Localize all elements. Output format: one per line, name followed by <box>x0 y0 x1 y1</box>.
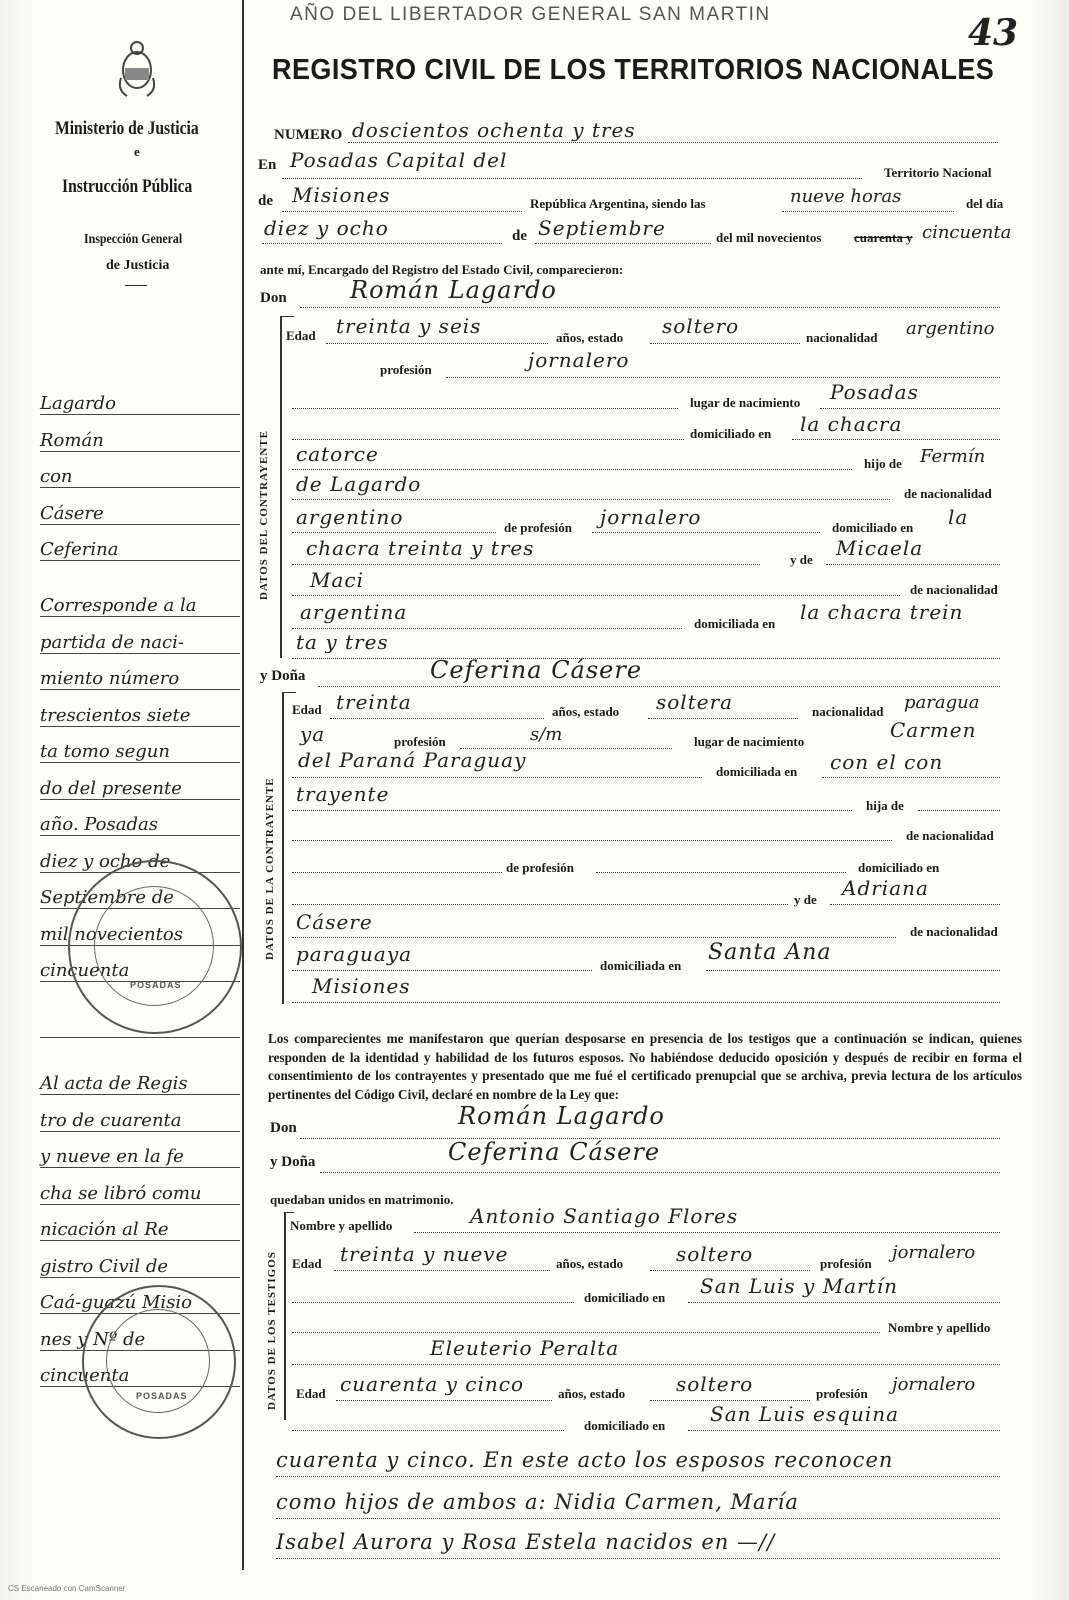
t2-prof: jornalero <box>892 1374 976 1395</box>
don-label: Don <box>260 290 287 306</box>
dia-value: diez y ocho <box>264 216 389 240</box>
f-madre-nac-label: de nacionalidad <box>910 924 998 939</box>
t-edad-label: Edad <box>292 1256 322 1271</box>
c-edad-line <box>326 341 548 344</box>
closing-rule-3 <box>276 1556 1000 1559</box>
c-domicilio-label: domiciliado en <box>690 426 772 441</box>
mes-line <box>535 241 711 244</box>
de-value: Misiones <box>292 183 391 207</box>
margin-note-line: Caá-guazú Misio <box>40 1292 240 1314</box>
c-lugar-value: Posadas <box>830 380 919 404</box>
margin-note-line: cincuenta <box>40 960 240 982</box>
f-lugar-value2: del Paraná Paraguay <box>298 748 527 772</box>
margin-note-line: ta tomo segun <box>40 741 240 763</box>
c-lugar-line-a <box>292 406 678 409</box>
c-dom-line-a <box>292 437 684 440</box>
ante-label: ante mí, Encargado del Registro del Estado Civil, comparecieron: <box>260 262 624 277</box>
de-line <box>282 209 522 212</box>
c-padre-value: Fermín <box>920 446 986 467</box>
t1-nombre: Antonio Santiago Flores <box>470 1204 739 1228</box>
c-padre-dom2: chacra treinta y tres <box>306 536 535 560</box>
t1-edad-line <box>334 1268 550 1271</box>
margin-note-line: miento número <box>40 668 240 690</box>
margin-note-line: Román <box>40 430 240 452</box>
f-dom-line <box>822 775 1000 778</box>
testigos-bracket-top <box>284 1212 294 1213</box>
horas-value: nueve horas <box>790 186 902 207</box>
divider <box>125 285 147 286</box>
f-edad-label: Edad <box>292 702 322 717</box>
c-madre-value2: Maci <box>310 568 364 592</box>
f-profesion-label: profesión <box>394 734 446 749</box>
t2-dom: San Luis esquina <box>710 1402 900 1426</box>
f-nac-value2: ya <box>300 722 326 746</box>
c-estado-line <box>650 341 800 344</box>
f-padre-nac-line <box>292 870 502 873</box>
testigos-bracket <box>284 1212 286 1420</box>
f-madre-nac-line <box>292 968 592 971</box>
ministry-line-2: e <box>134 144 140 159</box>
f-nac-value: paragua <box>904 692 980 713</box>
contrayente-side-label: DATOS DEL CONTRAYENTE <box>258 430 270 600</box>
c-lugar-line <box>820 406 1000 409</box>
f-dom2-line <box>292 808 852 811</box>
f-lugar-label: lugar de nacimiento <box>694 734 805 749</box>
margin-note-line <box>40 1037 240 1038</box>
c-madre-nac-label: de nacionalidad <box>910 582 998 597</box>
c-profesion-value: jornalero <box>528 348 630 372</box>
numero-value: doscientos ochenta y tres <box>352 118 636 142</box>
t1-dom-line <box>688 1300 1000 1303</box>
t2-dom-line-a <box>292 1428 564 1431</box>
coat-of-arms-icon <box>113 40 161 100</box>
margin-note-line: Cásere <box>40 503 240 525</box>
f-madre-dom-line <box>706 968 1000 971</box>
en-value: Posadas Capital del <box>290 148 508 172</box>
contrayente-bracket-top <box>280 316 294 317</box>
c-lugar-label: lugar de nacimiento <box>690 395 801 410</box>
f-dom-label: domiciliada en <box>716 764 798 779</box>
f-dom-value: con el con <box>830 750 944 774</box>
f-madre-dom: Santa Ana <box>708 940 832 965</box>
c-madre-dom: la chacra trein <box>800 600 964 624</box>
t1-estado: soltero <box>676 1242 754 1266</box>
c-padre-prof-line <box>592 530 820 533</box>
t-anios-label: años, estado <box>556 1256 624 1271</box>
c-madre-nac-line <box>292 626 682 629</box>
closing-rule-1 <box>276 1474 1000 1477</box>
t1-estado-line <box>650 1268 810 1271</box>
dona2-value: Ceferina Cásere <box>448 1138 661 1166</box>
t1-edad: treinta y nueve <box>340 1242 509 1266</box>
seal-city: POSADAS <box>130 980 182 990</box>
c-padre-dom2-line <box>292 562 760 565</box>
closing-line-1: cuarenta y cinco. En este acto los esposos reconocen <box>276 1448 894 1472</box>
unidos-label: quedaban unidos en matrimonio. <box>270 1192 454 1207</box>
f-padre-dom-line <box>292 902 788 905</box>
f-hija-label: hija de <box>866 798 904 813</box>
c-y-de-label: y de <box>790 552 813 567</box>
seal-city: POSADAS <box>136 1391 188 1401</box>
inspection-line-1: Inspección General <box>84 232 183 247</box>
t2-domiciliado-label: domiciliado en <box>584 1418 666 1433</box>
page-number: 43 <box>968 12 1019 54</box>
c-hijo-label: hijo de <box>864 456 902 471</box>
don-line <box>300 305 1000 308</box>
consent-paragraph: Los comparecientes me manifestaron que querían desposarse en presencia de los testigos que a continuación se indican, quienes responden de la identidad y habilidad de los futuros esposos. No habiéndose deducido oposición y después de recibir en forma el consentimiento de los contrayentes y presentado que me fué el certificado prenupcial que se archiva, previa lectura de los artículos pertinentes del Código Civil, declaré en nombre de la Ley que: <box>268 1031 1022 1102</box>
dona-label: y Doña <box>260 668 306 684</box>
t2-dom-line <box>688 1428 1000 1431</box>
contrayente-f-bracket-top <box>282 692 296 693</box>
c-dom2-line <box>292 467 852 470</box>
dona2-label: y Doña <box>270 1154 316 1170</box>
closing-rule-2 <box>276 1516 1000 1519</box>
f-madre-value: Adriana <box>842 876 929 900</box>
t2-edad-label: Edad <box>296 1386 326 1401</box>
c-padre2-line <box>292 497 890 500</box>
page-title: REGISTRO CIVIL DE LOS TERRITORIOS NACIONALES <box>272 54 995 86</box>
f-de-prof-label: de profesión <box>506 860 575 875</box>
c-edad-label: Edad <box>286 328 316 343</box>
f-madre-value2: Cásere <box>296 910 373 934</box>
c-madre-line <box>826 562 1000 565</box>
registry-seal-2 <box>82 1285 236 1439</box>
t1-nombre-line <box>414 1230 1000 1233</box>
f-anios-label: años, estado <box>552 704 620 719</box>
f-estado-line <box>648 716 798 719</box>
t2-nombre: Eleuterio Peralta <box>430 1336 620 1360</box>
c-madre-nac: argentina <box>300 600 408 624</box>
f-lugar2-line <box>292 775 702 778</box>
f-y-de-label: y de <box>794 892 817 907</box>
scanner-mark: CS Escaneado con CamScanner <box>8 1584 126 1593</box>
de-mes-label: de <box>512 228 527 244</box>
contrayente-bracket <box>280 316 282 658</box>
c-estado-value: soltero <box>662 314 740 338</box>
margin-note-line: y nueve en la fe <box>40 1146 240 1168</box>
f-nac-label: nacionalidad <box>812 704 884 719</box>
f-lugar-value: Carmen <box>890 718 977 742</box>
margin-note-line: nes y Nº de <box>40 1329 240 1351</box>
f-profesion-value: s/m <box>530 724 563 745</box>
ministry-line-1: Ministerio de Justicia <box>55 118 199 139</box>
c-padre-value2: de Lagardo <box>296 472 422 496</box>
f-estado-value: soltera <box>656 690 734 714</box>
contrayente-f-bracket <box>282 692 284 1004</box>
contrayente-f-side-label: DATOS DE LA CONTRAYENTE <box>264 777 276 960</box>
margin-note-line: diez y ocho de <box>40 851 240 873</box>
f-madre-dom2: Misiones <box>312 974 411 998</box>
margin-note-line: do del presente <box>40 778 240 800</box>
c-dom-line <box>792 437 1000 440</box>
t2-edad-line <box>336 1398 552 1401</box>
margin-note-line: trescientos siete <box>40 705 240 727</box>
t1-dom: San Luis y Martín <box>700 1274 898 1298</box>
margin-note-line: Corresponde a la <box>40 595 240 617</box>
inspection-line-2: de Justicia <box>106 258 170 273</box>
republica-label: República Argentina, siendo las <box>530 196 706 211</box>
t2-estado: soltero <box>676 1372 754 1396</box>
dona-value: Ceferina Cásere <box>430 656 643 684</box>
margin-note-line: Lagardo <box>40 393 240 415</box>
f-edad-value: treinta <box>336 690 412 714</box>
c-nac-label: nacionalidad <box>806 330 878 345</box>
c-padre-prof: jornalero <box>600 505 702 529</box>
f-madre-line <box>830 902 1000 905</box>
f-madre-nac: paraguaya <box>296 942 413 966</box>
c-madre-dom2: ta y tres <box>296 630 389 654</box>
t2-estado-line <box>650 1398 810 1401</box>
territorio-label: Territorio Nacional <box>884 165 992 180</box>
t1-prof: jornalero <box>892 1242 976 1263</box>
c-domicilio-value2: catorce <box>296 442 379 466</box>
year-motto: AÑO DEL LIBERTADOR GENERAL SAN MARTIN <box>290 4 771 25</box>
c-padre-dom-label: domiciliado en <box>832 520 914 535</box>
c-madre-value: Micaela <box>836 536 924 560</box>
numero-label: NUMERO <box>274 127 343 143</box>
margin-note-line: mil novecientos <box>40 924 240 946</box>
f-dom-value2: trayente <box>296 782 390 806</box>
margin-rule <box>242 0 244 1570</box>
mes-value: Septiembre <box>538 216 666 240</box>
horas-line <box>782 209 954 212</box>
f-madre-dom2-line <box>292 1000 1000 1003</box>
margin-note-line: gistro Civil de <box>40 1256 240 1278</box>
anio-value: cincuenta <box>922 222 1012 243</box>
t2-line-a <box>292 1330 880 1333</box>
c-domicilio-value: la chacra <box>800 412 903 436</box>
t-profesion-label: profesión <box>820 1256 872 1271</box>
c-profesion-label: profesión <box>380 362 432 377</box>
t2-nombre-line <box>292 1362 1000 1365</box>
don2-value: Román Lagardo <box>458 1102 665 1130</box>
t1-dom-line-a <box>292 1300 574 1303</box>
margin-note-line: cha se libró comu <box>40 1183 240 1205</box>
testigos-side-label: DATOS DE LOS TESTIGOS <box>266 1251 278 1410</box>
mil-label: del mil novecientos <box>716 230 822 245</box>
de-label: de <box>258 193 273 209</box>
don2-label: Don <box>270 1120 297 1136</box>
c-madre2-line <box>292 593 900 596</box>
margin-note-line: Al acta de Regis <box>40 1073 240 1095</box>
f-padre-line <box>918 808 1000 811</box>
registry-seal-1 <box>68 860 242 1034</box>
t-nombre-label: Nombre y apellido <box>290 1218 393 1233</box>
c-de-prof-label: de profesión <box>504 520 573 535</box>
margin-note-line: tro de cuarenta <box>40 1110 240 1132</box>
c-anios-label: años, estado <box>556 330 624 345</box>
f-padre-prof-line <box>596 870 846 873</box>
don-value: Román Lagardo <box>350 276 557 304</box>
c-profesion-line <box>446 375 1000 378</box>
f-domiciliado-label: domiciliado en <box>858 860 940 875</box>
c-nac-value: argentino <box>906 318 995 339</box>
margin-note-line: partida de naci- <box>40 632 240 654</box>
f-madre2-line <box>292 935 896 938</box>
c-padre-nac: argentino <box>296 505 404 529</box>
f-padre2-line <box>292 838 892 841</box>
t-domiciliado-label: domiciliado en <box>584 1290 666 1305</box>
closing-line-3: Isabel Aurora y Rosa Estela nacidos en —// <box>276 1530 776 1554</box>
t2-profesion-label: profesión <box>816 1386 868 1401</box>
ministry-line-3: Instrucción Pública <box>62 176 193 197</box>
cuarenta-label: cuarenta y <box>854 230 913 245</box>
margin-note-line: cincuenta <box>40 1365 240 1387</box>
c-madre-dom-label: domiciliada en <box>694 616 776 631</box>
del-dia-label: del día <box>966 196 1004 211</box>
en-line <box>282 176 862 179</box>
f-madre-dom-label: domiciliada en <box>600 958 682 973</box>
dona-line <box>318 684 1000 687</box>
t2-edad: cuarenta y cinco <box>340 1372 524 1396</box>
margin-note-line: año. Posadas <box>40 814 240 836</box>
t-nombre2-label: Nombre y apellido <box>888 1320 991 1335</box>
margin-note-line: Septiembre de <box>40 887 240 909</box>
margin-note-line: Ceferina <box>40 539 240 561</box>
dona2-line <box>320 1170 1000 1173</box>
closing-line-2: como hijos de ambos a: Nidia Carmen, María <box>276 1490 799 1514</box>
f-edad-line <box>330 716 544 719</box>
c-padre-dom: la <box>948 505 969 529</box>
c-de-nac-label: de nacionalidad <box>904 486 992 501</box>
c-edad-value: treinta y seis <box>336 314 482 338</box>
t2-anios-label: años, estado <box>558 1386 626 1401</box>
c-madre-dom2-line <box>292 656 1000 659</box>
margin-note-line: con <box>40 466 240 488</box>
c-padre-nac-line <box>292 530 496 533</box>
f-de-nac-label: de nacionalidad <box>906 828 994 843</box>
margin-note-line: nicación al Re <box>40 1219 240 1241</box>
dia-line <box>262 241 502 244</box>
en-label: En <box>258 157 277 173</box>
